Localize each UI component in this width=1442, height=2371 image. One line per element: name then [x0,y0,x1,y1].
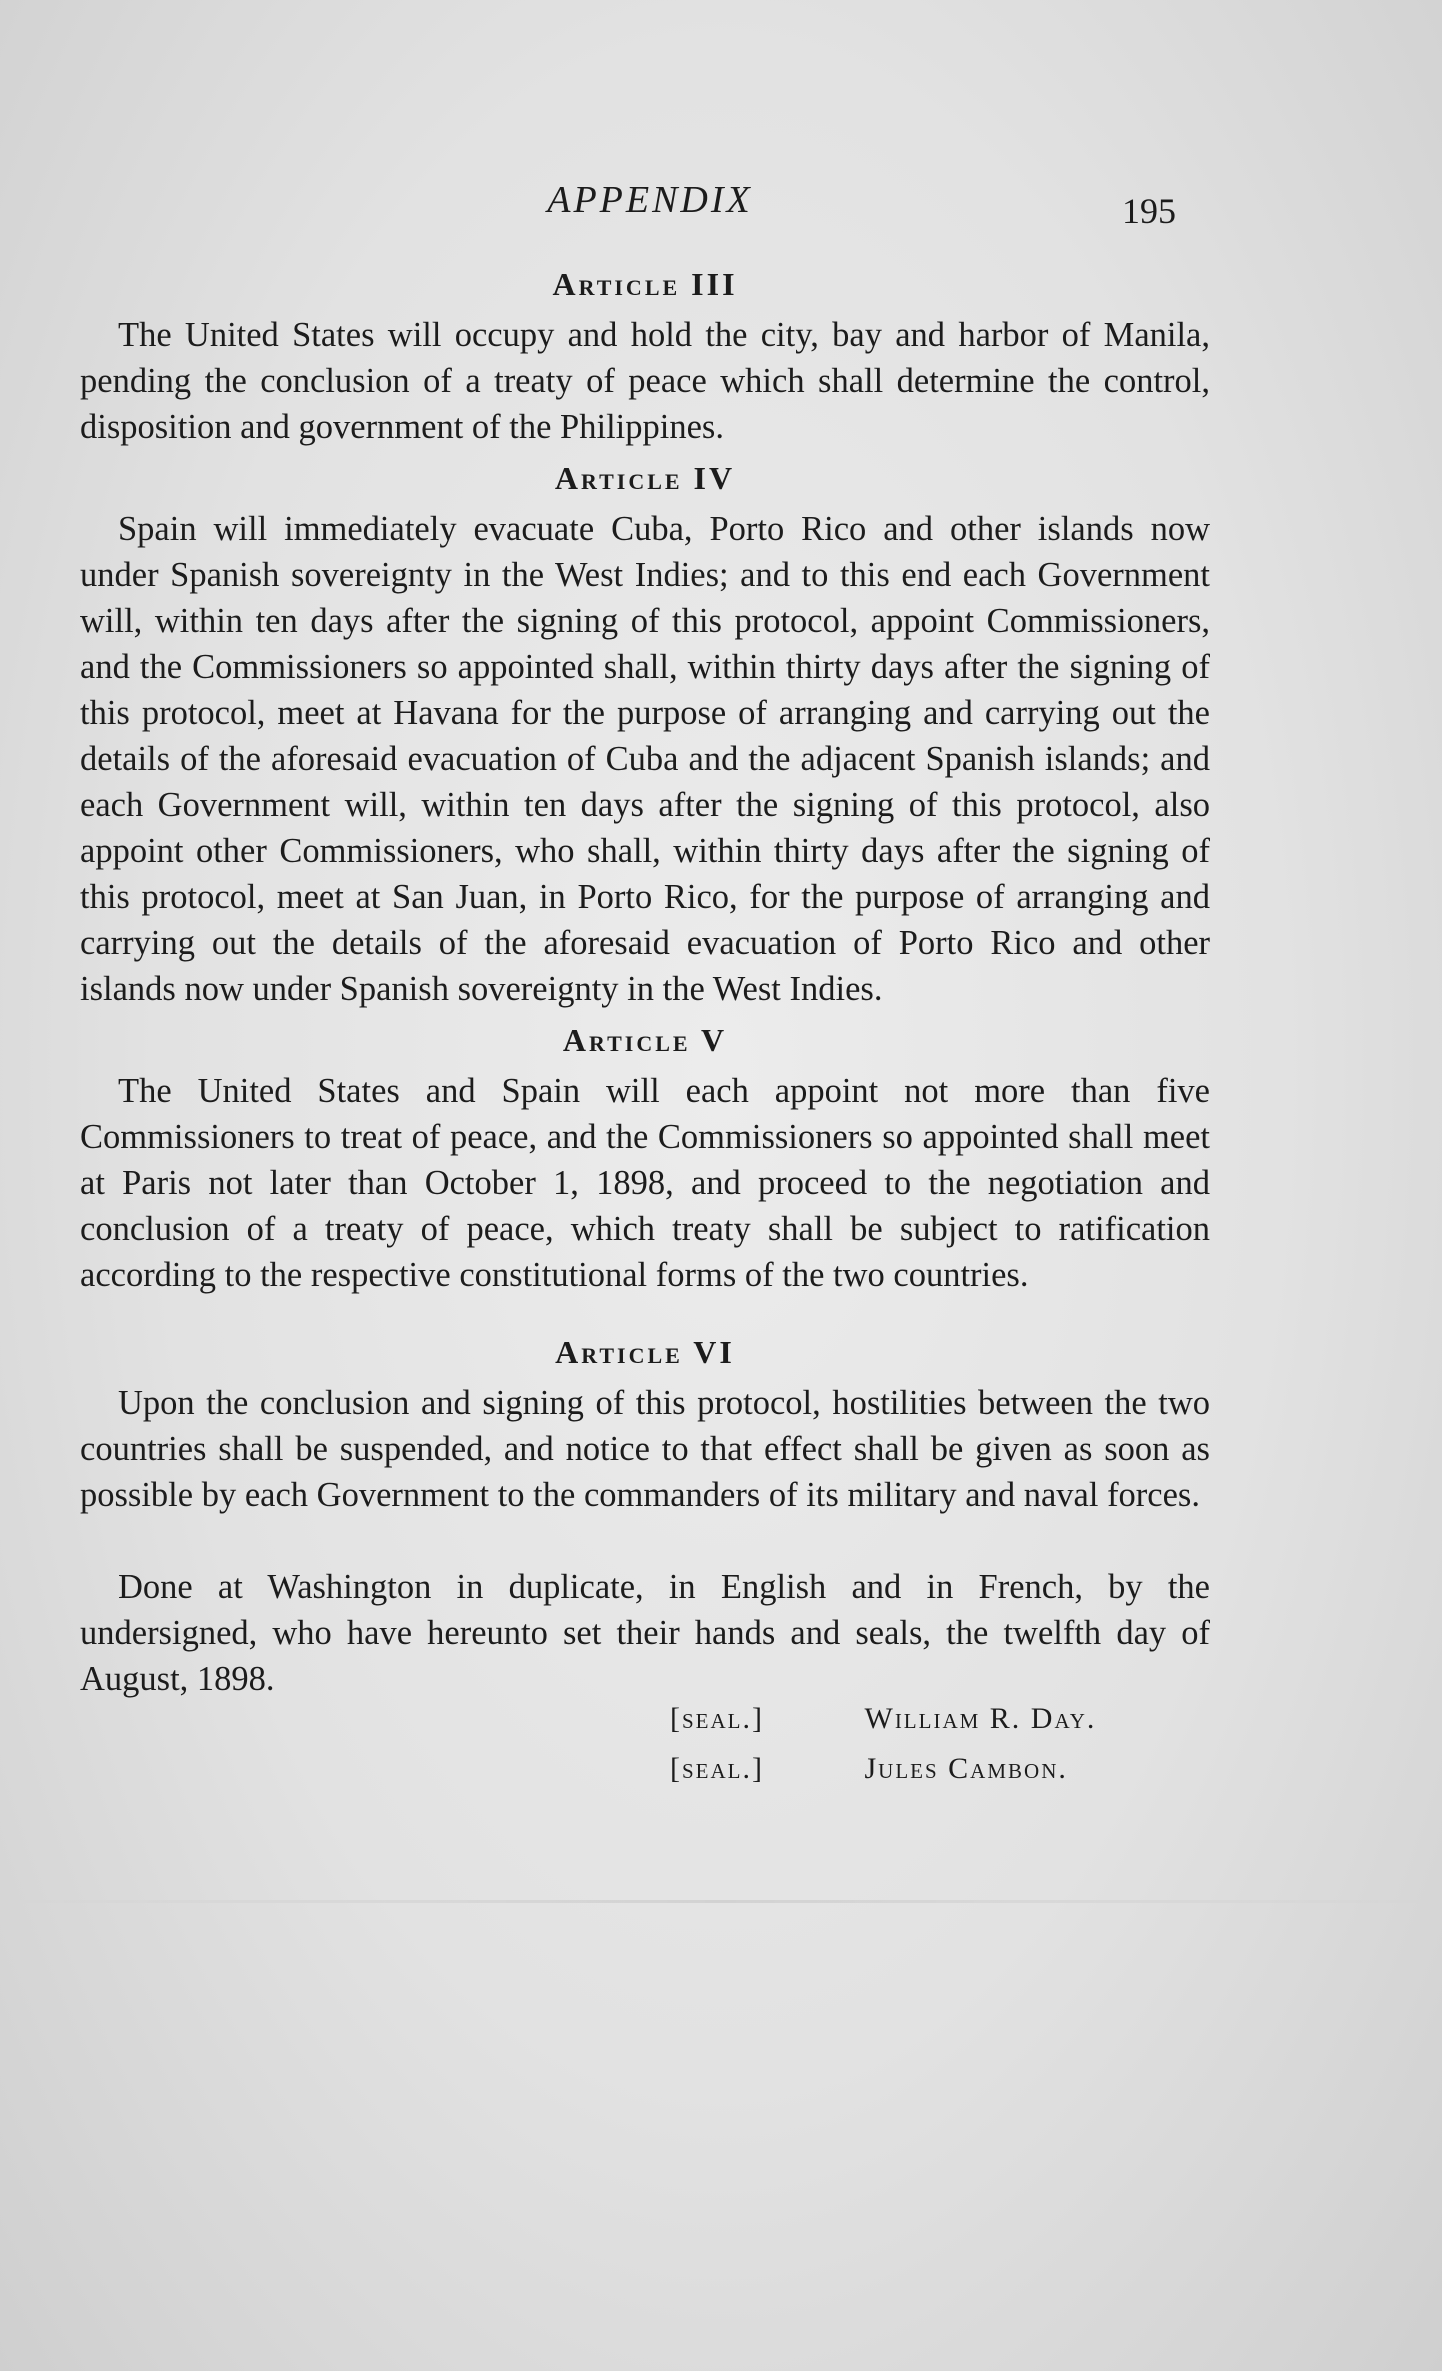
page-fold-line [0,1900,1442,1903]
signatory-name: Jules Cambon. [864,1752,1068,1785]
closing-text: Done at Washington in duplicate, in English and in French, by the undersigned, who have hereunto set their hands and seals, the twelfth day of August, 1898. [80,1568,1210,1698]
article-5-text: The United States and Spain will each appoint not more than five Commissioners to treat of peace, and the Commissioners so appointed shall meet at Paris not later than October 1, 1898, and proceed to the negotiation and conclusion of a treaty of peace, which treaty shall be subject to ratification according to the respective constitutional forms of the two countries. [80,1072,1210,1294]
article-4-text: Spain will immediately evacuate Cuba, Porto Rico and other islands now under Spanish sovereignty in the West Indies; and to this end each Government will, within ten days after the signing of this protocol, appoint Commissioners, and the Commissioners so appointed shall, within thirty days after the signing of this protocol, meet at Havana for the purpose of arranging and carrying out the details of the aforesaid evacuation of Cuba and the adjacent Spanish islands; and each Government will, within ten days after the signing of this protocol, also appoint other Commissioners, who shall, within thirty days after the signing of this protocol, meet at San Juan, in Porto Rico, for the purpose of arranging and carrying out the details of the aforesaid evacuation of Porto Rico and other islands now under Spanish sovereignty in the West Indies. [80,510,1210,1008]
article-4-heading: Article IV [554,460,736,496]
page-content [80,262,1210,1812]
article-6-text: Upon the conclusion and signing of this protocol, hostilities between the two countries shall be suspended, and notice to that effect shall be given as soon as possible by each Government to the commanders of its military and naval forces. [80,1384,1210,1514]
seal-mark: [seal.] [670,1752,764,1785]
article-5-heading: Article V [562,1022,728,1058]
signature-block [80,1702,1210,1812]
running-header-title: APPENDIX [547,179,753,221]
signature-row [670,1702,1096,1736]
signature-row [670,1752,1068,1786]
article-3-heading: Article III [552,266,738,302]
seal-mark: [seal.] [670,1702,764,1735]
article-6-heading: Article VI [555,1334,735,1370]
signatory-name: William R. Day. [864,1702,1097,1735]
article-3-text: The United States will occupy and hold the city, bay and harbor of Manila, pending the conclusion of a treaty of peace which shall determine the control, disposition and government of the Philippines. [80,316,1210,446]
page-number: 195 [1122,191,1176,231]
